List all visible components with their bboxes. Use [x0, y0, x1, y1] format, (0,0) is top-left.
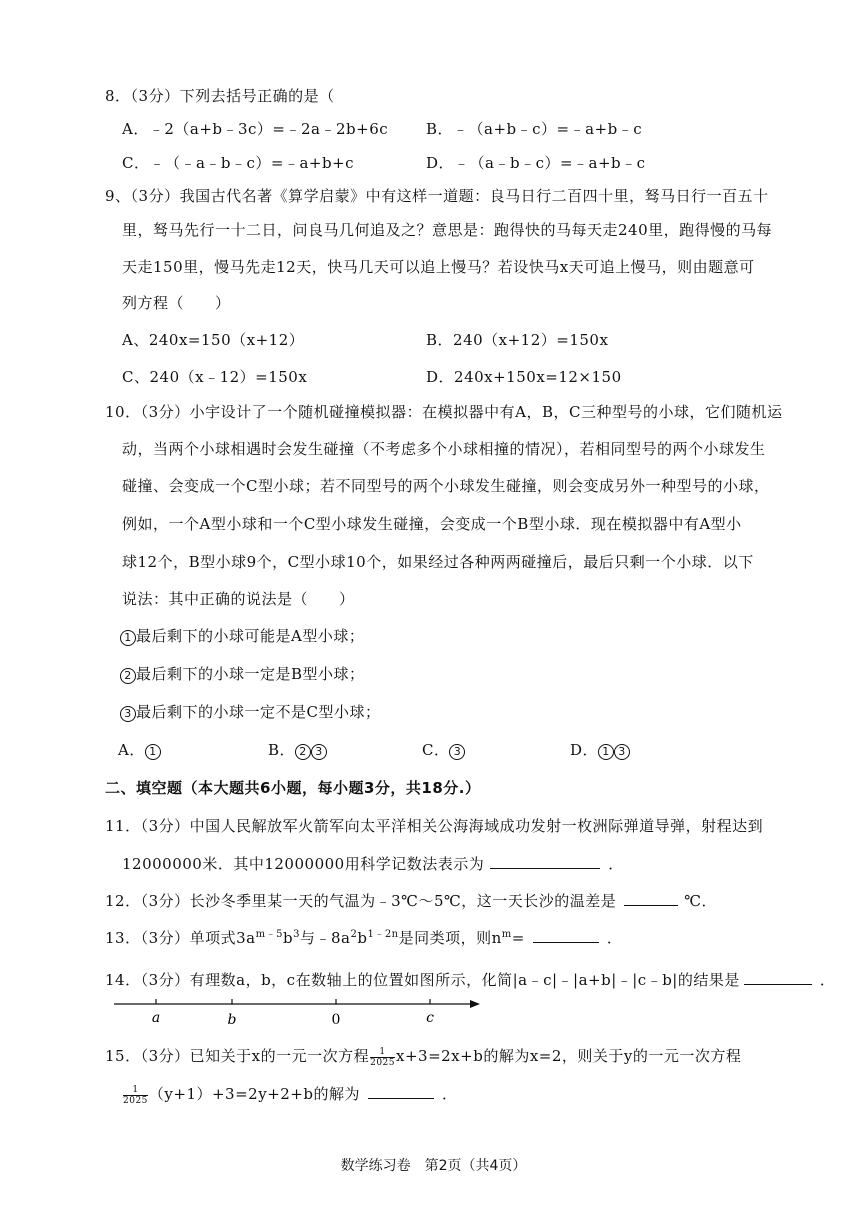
q15-end: ．	[441, 1085, 458, 1103]
q13-line	[105, 928, 622, 948]
answer-blank[interactable]	[624, 891, 678, 906]
fraction-numerator: 1	[123, 1085, 148, 1096]
number-line-figure	[112, 994, 480, 1030]
q8-option-a: A．﹣2（a+b﹣3c）=﹣2a﹣2b+6c	[122, 120, 389, 138]
exponent: 1﹣2n	[367, 929, 399, 940]
q9-option-a: A、240x=150（x+12）	[122, 331, 305, 349]
q14-text: 14．（3分）有理数a，b，c在数轴上的位置如图所示，化简|a﹣c|﹣|a+b|﹣|c﹣b|的结果是	[105, 971, 740, 989]
q12-text: 12．（3分）长沙冬季里某一天的气温为﹣3℃～5℃，这一天长沙的温差是	[105, 892, 617, 910]
q10-line-4: 例如，一个A型小球和一个C型小球发生碰撞，会变成一个B型小球．现在模拟器中有A型小	[122, 515, 742, 533]
statement-text: 最后剩下的小球一定不是C型小球；	[136, 703, 381, 721]
q11-line-1: 11．（3分）中国人民解放军火箭军向太平洋相关公海海域成功发射一枚洲际弹道导弹，射程达到	[105, 817, 764, 835]
q10-statement-1	[120, 626, 364, 646]
statement-text: 最后剩下的小球一定是B型小球；	[136, 665, 365, 683]
q14-end: ．	[819, 971, 836, 989]
circled-number: 1	[145, 744, 161, 760]
answer-blank[interactable]	[744, 970, 812, 985]
option-label: C．	[422, 741, 450, 759]
q13-end: ．	[606, 929, 623, 947]
q9-line-4: 列方程（ ）	[122, 294, 231, 312]
exponent: m﹣5	[255, 929, 283, 940]
q14-line	[105, 970, 835, 990]
q13-part: b	[357, 929, 368, 947]
circled-number: 1	[598, 744, 614, 760]
q10-option-a	[118, 740, 161, 760]
option-label: D．	[570, 741, 599, 759]
q12-line	[105, 891, 717, 911]
circled-number: 2	[295, 744, 311, 760]
q9-option-b: B．240（x+12）=150x	[426, 331, 609, 349]
q9-line-1: 9、（3分）我国古代名著《算学启蒙》中有这样一道题：良马日行二百四十里，驽马日行一百五十	[105, 187, 769, 205]
q15-text: （y+1）+3=2y+2+b的解为	[148, 1085, 360, 1103]
statement-text: 最后剩下的小球可能是A型小球；	[136, 627, 365, 645]
fraction-numerator: 1	[370, 1047, 395, 1058]
q15-text: 15．（3分）已知关于x的一元一次方程	[105, 1047, 370, 1065]
q9-line-3: 天走150里，慢马先走12天，快马几天可以追上慢马？若设快马x天可追上慢马，则由题意可	[122, 258, 755, 276]
q13-part: b	[282, 929, 294, 947]
q10-line-2: 动，当两个小球相遇时会发生碰撞（不考虑多个小球相撞的情况），若相同型号的两个小球发生	[122, 440, 766, 458]
q11-line-2	[122, 854, 624, 874]
exponent: 2	[350, 929, 358, 940]
q11-end: ．	[608, 855, 624, 873]
fraction-denominator: 2025	[370, 1057, 395, 1068]
q10-option-b	[268, 740, 327, 760]
q10-line-6: 说法：其中正确的说法是（ ）	[122, 590, 355, 608]
q10-line-1: 10．（3分）小宇设计了一个随机碰撞模拟器：在模拟器中有A，B，C三种型号的小球，它们随机运	[105, 403, 783, 421]
q15-line-2	[122, 1084, 458, 1106]
q13-part: =	[511, 929, 525, 947]
q10-statement-2	[120, 664, 365, 684]
circled-number: 3	[120, 706, 136, 722]
section-2-heading: 二、填空题（本大题共6小题，每小题3分，共18分.）	[105, 779, 481, 797]
option-label: A．	[118, 741, 145, 759]
q12-unit: ℃．	[684, 892, 718, 910]
q13-part: 13．（3分）单项式3a	[105, 929, 256, 947]
answer-blank[interactable]	[368, 1084, 434, 1099]
circled-number: 2	[120, 668, 136, 684]
fraction	[370, 1047, 395, 1068]
q10-statement-3	[120, 702, 380, 722]
q10-option-d	[570, 740, 630, 760]
exponent: 3	[293, 929, 300, 940]
arrow-head-icon	[470, 1000, 480, 1008]
q8-option-c: C．﹣（﹣a﹣b﹣c）=﹣a+b+c	[122, 154, 355, 172]
answer-blank[interactable]	[490, 854, 600, 869]
label-zero: 0	[331, 1012, 341, 1028]
q13-part: 是同类项，则n	[398, 929, 502, 947]
circled-number: 3	[311, 744, 327, 760]
q10-line-3: 碰撞、会变成一个C型小球；若不同型号的两个小球发生碰撞，则会变成另外一种型号的小球，	[122, 477, 770, 495]
q8-option-b: B．﹣（a+b﹣c）=﹣a+b﹣c	[426, 120, 643, 138]
q15-line-1	[105, 1046, 741, 1068]
q9-line-2: 里，驽马先行一十二日，问良马几何追及之？意思是：跑得快的马每天走240里，跑得慢的马每	[122, 221, 773, 239]
q11-text: 12000000米．其中12000000用科学记数法表示为	[122, 855, 485, 873]
exponent: m	[501, 929, 512, 940]
q9-option-c: C、240（x﹣12）=150x	[122, 368, 308, 386]
fraction-denominator: 2025	[123, 1095, 148, 1106]
label-c: c	[426, 1010, 434, 1026]
q15-text: x+3=2x+b的解为x=2，则关于y的一元一次方程	[396, 1047, 742, 1065]
q9-option-d: D．240x+150x=12×150	[426, 368, 622, 386]
q8-option-d: D．﹣（a﹣b﹣c）=﹣a+b﹣c	[426, 154, 646, 172]
label-b: b	[227, 1012, 237, 1028]
circled-number: 3	[614, 744, 630, 760]
q13-part: 与﹣8a	[299, 929, 351, 947]
q10-line-5: 球12个，B型小球9个，C型小球10个，如果经过各种两两碰撞后，最后只剩一个小球．以下	[122, 553, 754, 571]
circled-number: 1	[120, 630, 136, 646]
fraction	[123, 1085, 148, 1106]
answer-blank[interactable]	[533, 928, 599, 943]
option-label: B．	[268, 741, 296, 759]
page-footer: 数学练习卷 第2页（共4页）	[340, 1158, 527, 1174]
q8-stem: 8．（3分）下列去括号正确的是（	[105, 87, 335, 105]
circled-number: 3	[449, 744, 465, 760]
q10-option-c	[422, 740, 465, 760]
label-a: a	[151, 1010, 161, 1026]
